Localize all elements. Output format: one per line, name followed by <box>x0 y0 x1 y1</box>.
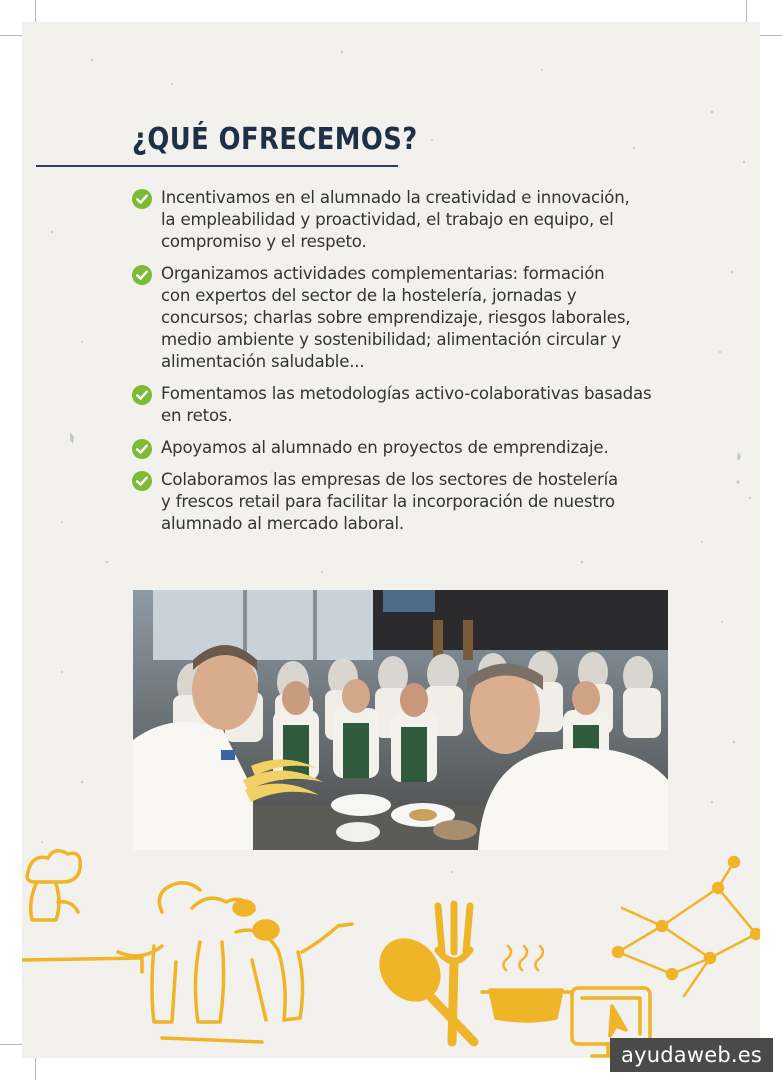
crop-mark <box>35 1058 36 1080</box>
offer-item-text <box>161 187 692 253</box>
offer-item-line: medio ambiente y sostenibilidad; alimentación circular y <box>161 330 621 349</box>
spoon-fork-doodle <box>367 904 474 1042</box>
offer-item-text <box>161 437 692 459</box>
crop-mark <box>760 35 782 36</box>
crop-mark <box>0 1044 22 1045</box>
offer-item <box>132 263 692 373</box>
cooking-pot-doodle <box>482 946 570 1021</box>
family-doodle <box>118 883 352 1042</box>
watermark: ayudaweb.es <box>610 1038 773 1072</box>
offer-item-line: Colaboramos las empresas de los sectores de hostelería <box>161 470 619 489</box>
network-doodle <box>613 857 760 996</box>
check-circle-icon <box>132 439 152 459</box>
check-circle-icon <box>132 471 152 491</box>
offer-list <box>132 187 692 545</box>
brochure-page <box>22 22 760 1058</box>
offer-item-line: Fomentamos las metodologías activo-colaborativas basadas <box>161 384 652 403</box>
crop-mark <box>0 35 22 36</box>
offer-item <box>132 469 692 535</box>
offer-item-text <box>161 263 692 373</box>
offer-item-line: la empleabilidad y proactividad, el trabajo en equipo, el <box>161 210 614 229</box>
offer-item-line: con expertos del sector de la hostelería, jornadas y <box>161 286 577 305</box>
offer-item-line: alumnado al mercado laboral. <box>161 514 404 533</box>
check-circle-icon <box>132 385 152 405</box>
offer-item <box>132 437 692 459</box>
offer-item-line: concursos; charlas sobre emprendizaje, riesgos laborales, <box>161 308 631 327</box>
offer-item-line: y frescos retail para facilitar la incorporación de nuestro <box>161 492 615 511</box>
offer-item-line: compromiso y el respeto. <box>161 232 367 251</box>
crop-mark <box>35 0 36 22</box>
check-circle-icon <box>132 189 152 209</box>
title-underline <box>36 165 398 167</box>
offer-item-line: Incentivamos en el alumnado la creatividad e innovación, <box>161 188 630 207</box>
offer-item-line: en retos. <box>161 406 233 425</box>
offer-item <box>132 187 692 253</box>
crop-mark <box>746 0 747 22</box>
offer-item-line: Organizamos actividades complementarias: formación <box>161 264 605 283</box>
offer-item-text <box>161 383 692 427</box>
offer-item-line: alimentación saludable... <box>161 352 365 371</box>
offer-item-text <box>161 469 692 535</box>
kitchen-class-photo <box>133 590 668 850</box>
offer-item <box>132 383 692 427</box>
check-circle-icon <box>132 265 152 285</box>
offer-item-line: Apoyamos al alumnado en proyectos de emprendizaje. <box>161 438 609 457</box>
page-title: ¿QUÉ OFRECEMOS? <box>132 122 418 157</box>
doodle-illustrations <box>22 842 760 1058</box>
